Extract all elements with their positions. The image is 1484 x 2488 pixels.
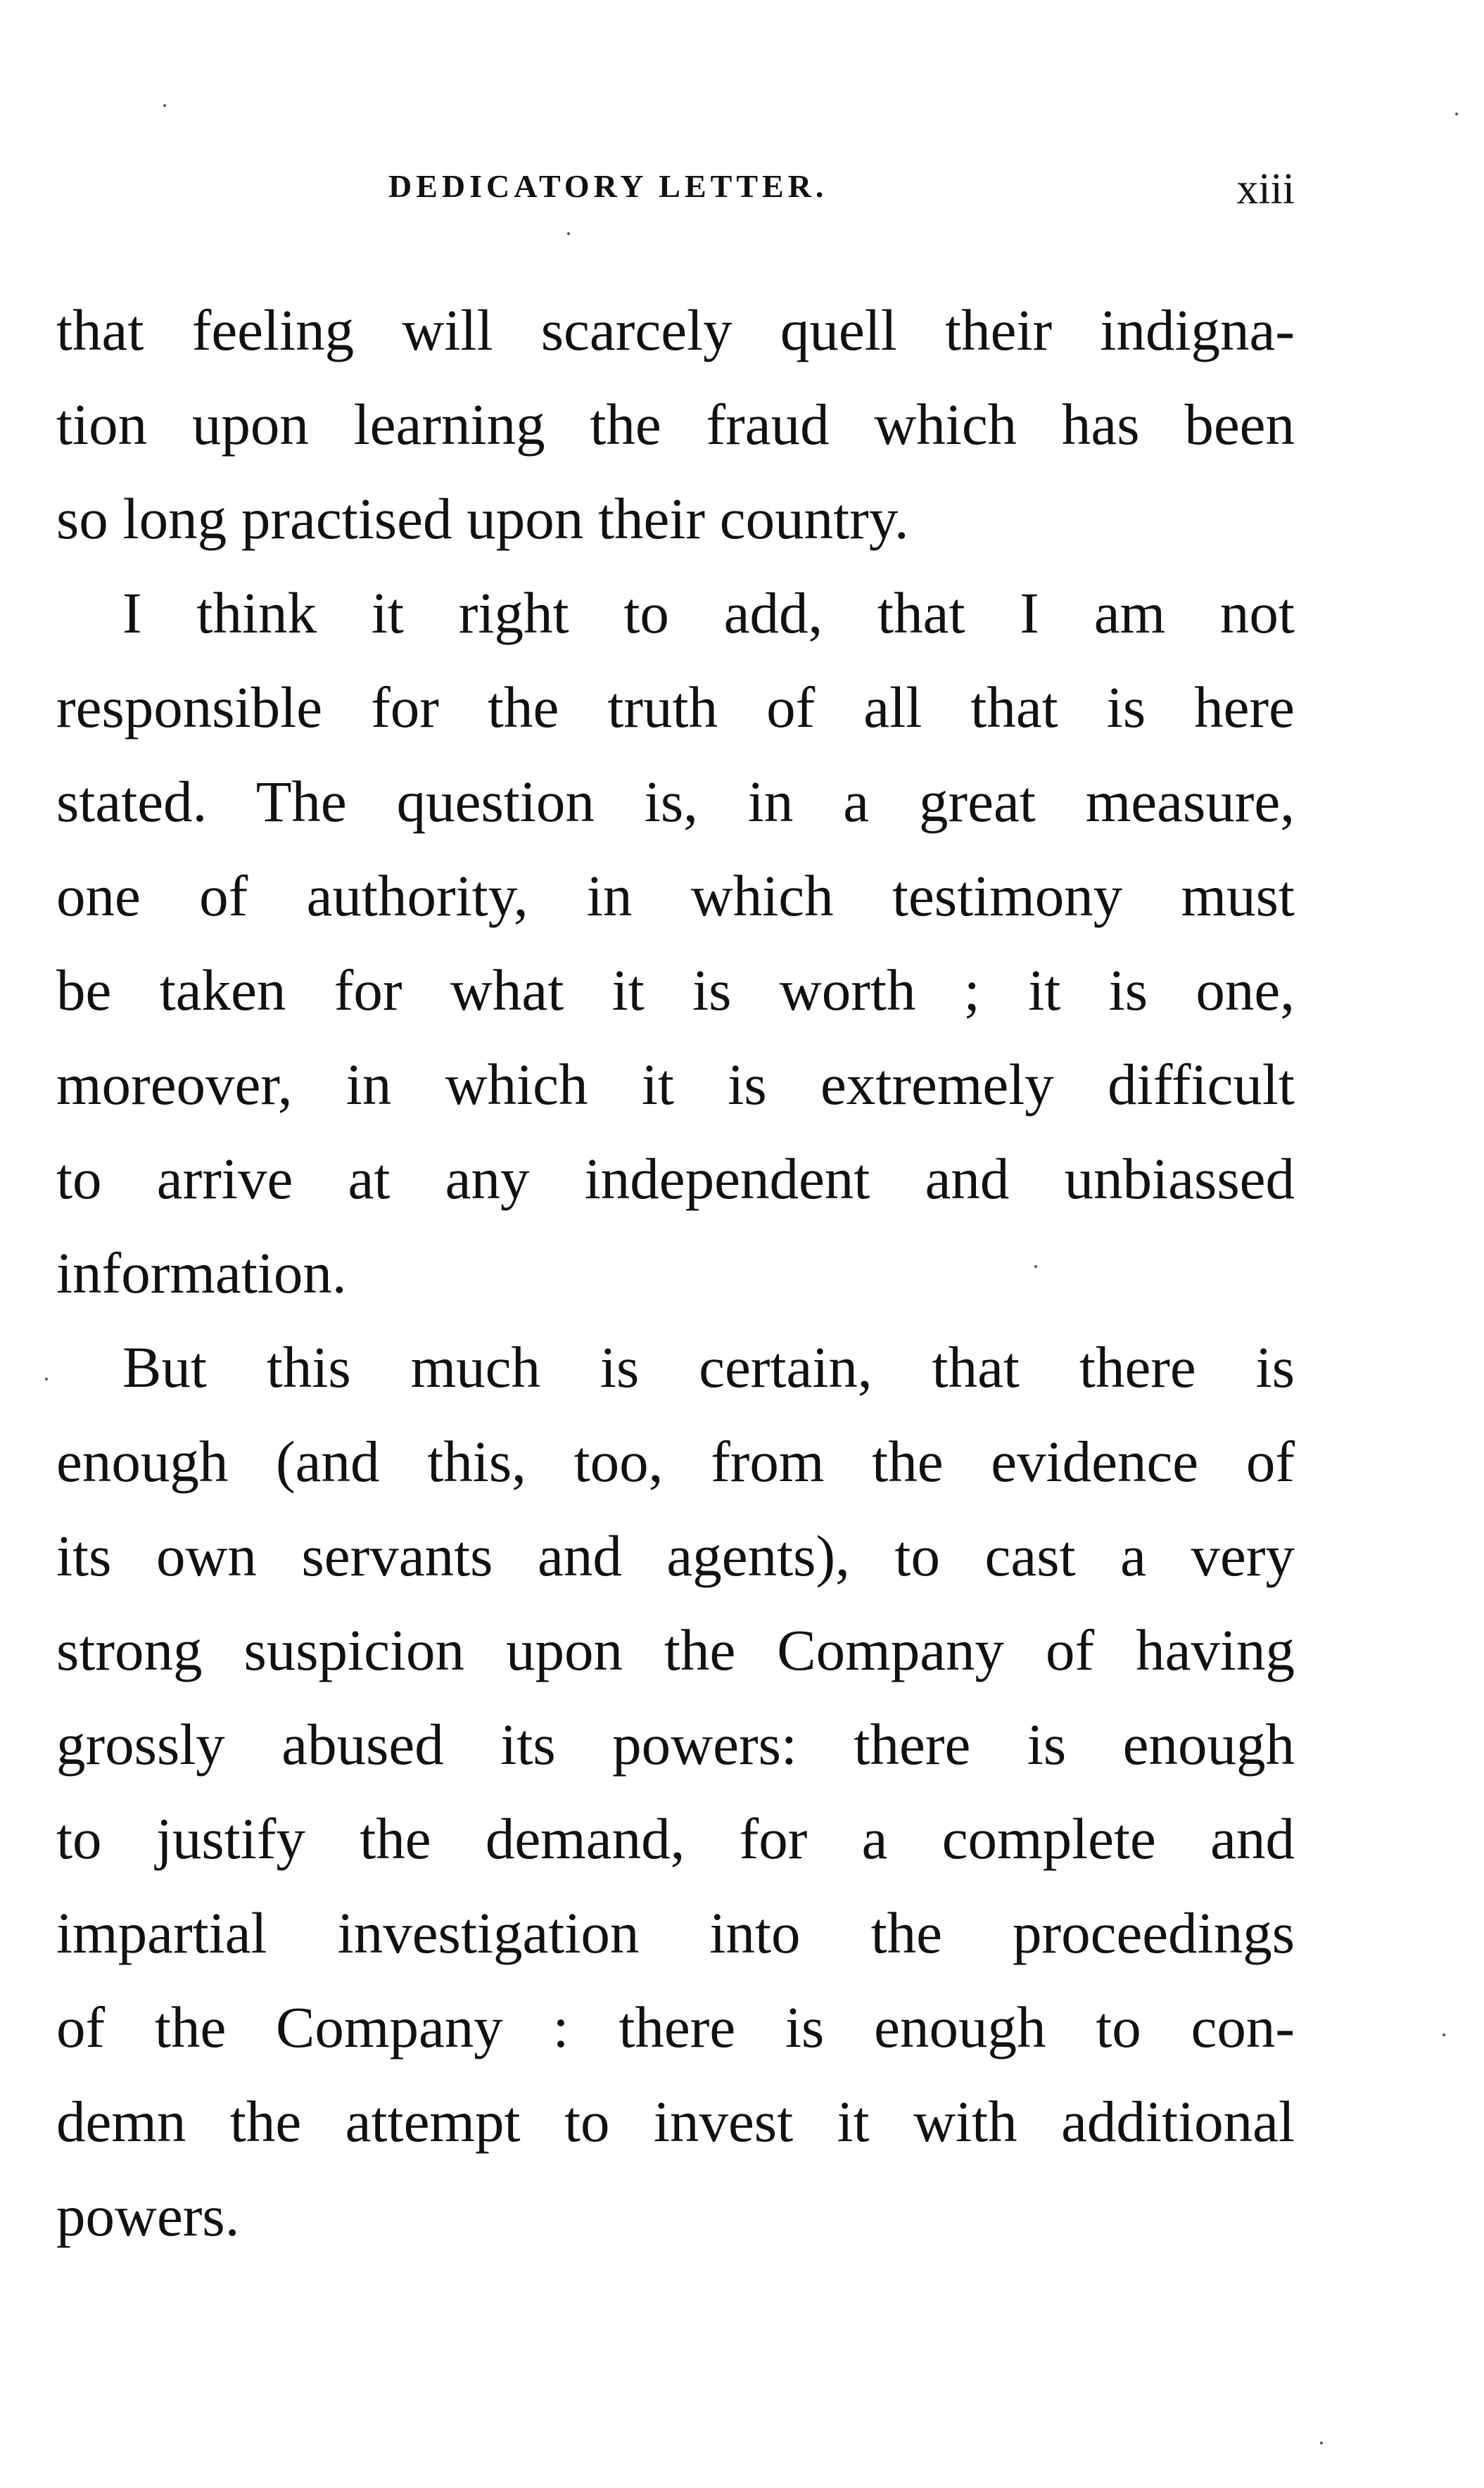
text-line: I think it right to add, that I am not: [122, 580, 1295, 645]
scan-speck: [163, 104, 166, 107]
text-line: one of authority, in which testimony must: [56, 863, 1295, 928]
text-line: powers.: [56, 2183, 240, 2248]
scan-speck: [567, 232, 570, 235]
text-line: demn the attempt to invest it with additional: [56, 2089, 1295, 2154]
text-line: so long practised upon their country.: [56, 486, 909, 551]
text-line: to justify the demand, for a complete and: [56, 1806, 1295, 1871]
text-line: of the Company : there is enough to con-: [56, 1995, 1295, 2059]
text-line: enough (and this, too, from the evidence of: [56, 1429, 1295, 1494]
scan-speck: [1034, 1265, 1037, 1268]
text-line: responsible for the truth of all that is here: [56, 675, 1295, 740]
text-line: information.: [56, 1240, 347, 1305]
scan-speck: [45, 1378, 48, 1381]
running-head: [56, 167, 1295, 217]
text-line: grossly abused its powers: there is enough: [56, 1712, 1295, 1777]
page-number: xiii: [1236, 165, 1295, 213]
scan-speck: [1320, 2442, 1323, 2444]
text-line: to arrive at any independent and unbiassed: [56, 1146, 1295, 1211]
scan-speck: [1442, 2033, 1445, 2036]
running-title: DEDICATORY LETTER.: [388, 168, 828, 204]
text-line: impartial investigation into the proceedings: [56, 1900, 1295, 1965]
text-line: tion upon learning the fraud which has been: [56, 392, 1295, 457]
text-line: But this much is certain, that there is: [122, 1335, 1295, 1400]
body-text: [56, 283, 1295, 2263]
text-line: that feeling will scarcely quell their indigna-: [56, 298, 1295, 362]
text-line: be taken for what it is worth ; it is one,: [56, 958, 1295, 1022]
text-line: its own servants and agents), to cast a very: [56, 1523, 1295, 1588]
text-line: stated. The question is, in a great measure,: [56, 769, 1295, 834]
scan-speck: [1455, 113, 1458, 115]
text-line: strong suspicion upon the Company of having: [56, 1618, 1295, 1682]
text-line: moreover, in which it is extremely difficult: [56, 1052, 1295, 1117]
